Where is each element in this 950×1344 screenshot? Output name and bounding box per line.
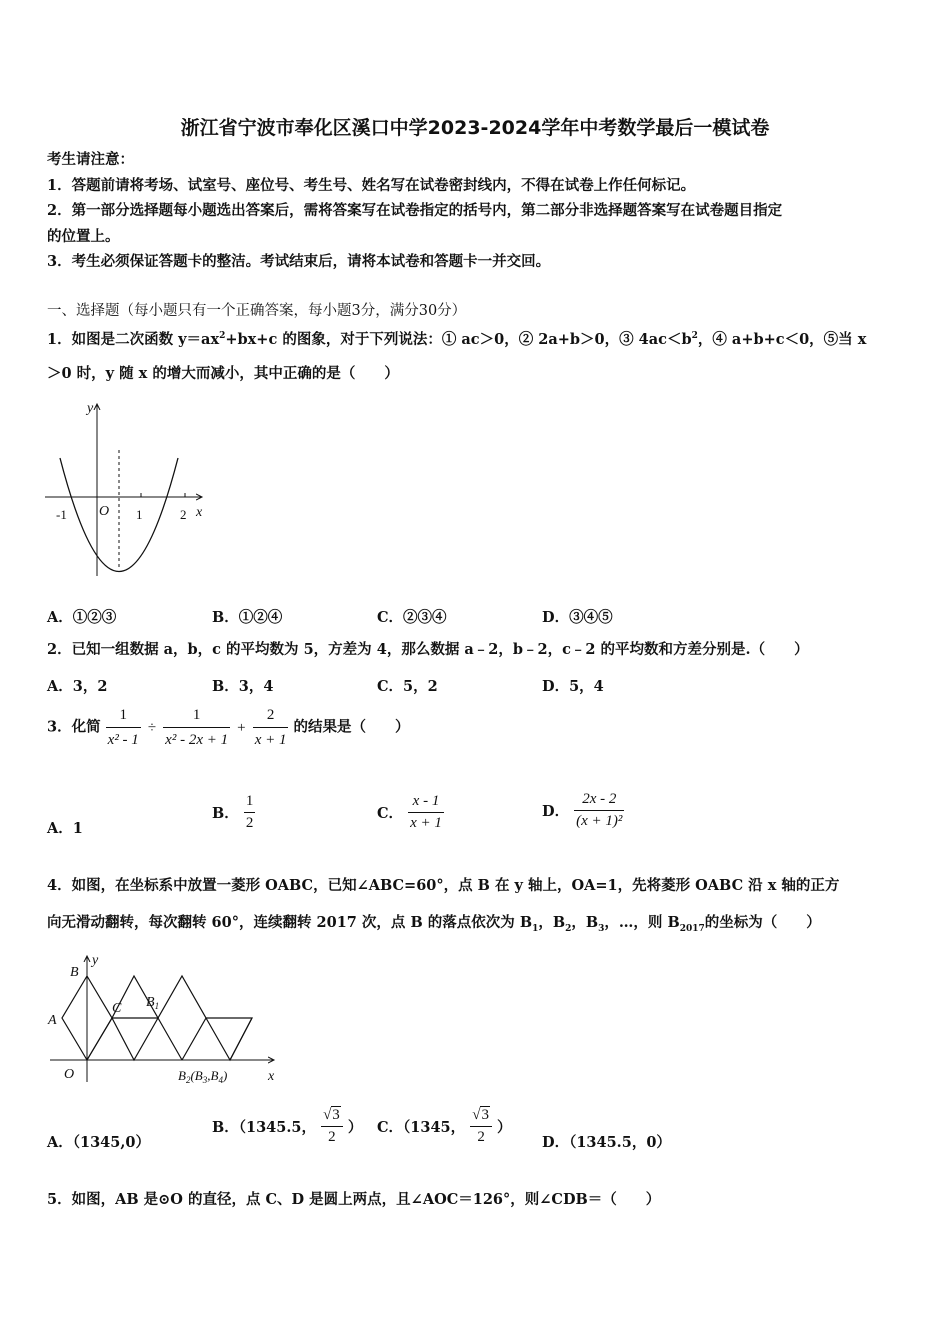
q2-text: 2．已知一组数据 a，b，c 的平均数为 5，方差为 4，那么数据 a﹣2，b﹣2，c﹣2 的平均数和方差分别是.（ ） xyxy=(47,641,809,658)
q3-expression: 3．化简 $\frac{1}{\text{x² - 1}}$ ÷ $\frac{1}{\text{x² - 2x + 1}}$ + $\frac{2}{x + 1}$ 的结果是（ ） xyxy=(47,707,410,748)
q3-option-a[interactable]: A．1 xyxy=(47,820,83,837)
rhombus-rolling-graph xyxy=(42,950,282,1090)
q4-option-d[interactable]: D．（1345.5，0） xyxy=(542,1134,671,1151)
q2-option-d[interactable]: D．5，4 xyxy=(542,678,604,695)
q1-option-a[interactable]: A．①②③ xyxy=(47,609,117,626)
q4-option-c[interactable]: C．（1345， $\frac{√3}{2}$ ） xyxy=(377,1107,512,1145)
q1-option-b[interactable]: B．①②④ xyxy=(212,609,283,626)
label-b2-b3-b4: $B_2(B_3,B_4)$ xyxy=(178,1068,228,1085)
origin-label: O xyxy=(64,1067,75,1082)
tick-label-1: 1 xyxy=(136,507,143,522)
notice-heading: 考生请注意： xyxy=(47,151,134,168)
notice-item-2-cont: 的位置上。 xyxy=(47,228,120,245)
q2-option-a[interactable]: A．3，2 xyxy=(47,678,108,695)
notice-item-1: 1．答题前请将考场、试室号、座位号、考生号、姓名写在试卷密封线内，不得在试卷上作任何标记。 xyxy=(47,177,696,194)
q1-option-d[interactable]: D．③④⑤ xyxy=(542,609,613,626)
q2-option-c[interactable]: C．5，2 xyxy=(377,678,438,695)
q1-option-c[interactable]: C．②③④ xyxy=(377,609,447,626)
rhombus-paths xyxy=(62,976,252,1060)
q4-line1: 4．如图，在坐标系中放置一菱形 OABC，已知∠ABC=60°，点 B 在 y 轴上，OA=1，先将菱形 OABC 沿 x 轴的正方 xyxy=(47,877,840,894)
x-label: x xyxy=(196,505,203,520)
q5-text: 5．如图，AB 是⊙O 的直径，点 C、D 是圆上两点，且∠AOC＝126°，则∠CDB＝（ ） xyxy=(47,1191,661,1208)
label-a: A xyxy=(48,1013,57,1028)
q1-line1: 1．如图是二次函数 $y=ax^2+bx+c$ 的图象，对于下列说法：① ac＞0，② 2a+b＞0，③ $4ac<b^2$，④ a+b+c＜0，⑤当 x xyxy=(47,330,867,348)
x-label: x xyxy=(268,1069,275,1084)
q4-line2: 向无滑动翻转，每次翻转 60°，连续翻转 2017 次，点 B 的落点依次为 $B_1$，$B_2$，$B_3$，…，则 $B_{2017}$的坐标为（ ） xyxy=(47,914,821,934)
section-heading: 一、选择题（每小题只有一个正确答案，每小题3分，满分30分） xyxy=(47,303,467,319)
origin-label: O xyxy=(99,504,110,519)
notice-item-2: 2．第一部分选择题每小题选出答案后，需将答案写在试卷指定的括号内，第二部分非选择题答案写在试卷题目指定 xyxy=(47,202,783,219)
q1-line2: ＞0 时，y 随 x 的增大而减小，其中正确的是（ ） xyxy=(47,365,399,382)
q3-option-b[interactable]: B． $\frac{1}{2}$ xyxy=(212,793,254,831)
y-label: y xyxy=(92,953,99,968)
label-b1: $B_1$ xyxy=(146,995,160,1011)
y-label: y xyxy=(87,401,94,416)
q2-option-b[interactable]: B．3，4 xyxy=(212,678,274,695)
q4-option-a[interactable]: A．（1345,0） xyxy=(47,1134,150,1151)
q3-option-c[interactable]: C． $\frac{x - 1}{x + 1}$ xyxy=(377,793,442,831)
q3-option-d[interactable]: D． $\frac{2x - 2}{\text{(x + 1)²}}$ xyxy=(542,791,623,829)
parabola-graph xyxy=(42,398,217,583)
notice-item-3: 3．考生必须保证答题卡的整洁。考试结束后，请将本试卷和答题卡一并交回。 xyxy=(47,253,551,270)
tick-label-2: 2 xyxy=(180,507,187,522)
q4-option-b[interactable]: B．（1345.5， $\frac{√3}{2}$ ） xyxy=(212,1107,363,1145)
tick-label-minus1: -1 xyxy=(56,507,67,522)
label-b: B xyxy=(70,965,79,980)
page-title: 浙江省宁波市奉化区溪口中学2023-2024学年中考数学最后一模试卷 xyxy=(180,117,770,139)
label-c: C xyxy=(112,1001,122,1016)
